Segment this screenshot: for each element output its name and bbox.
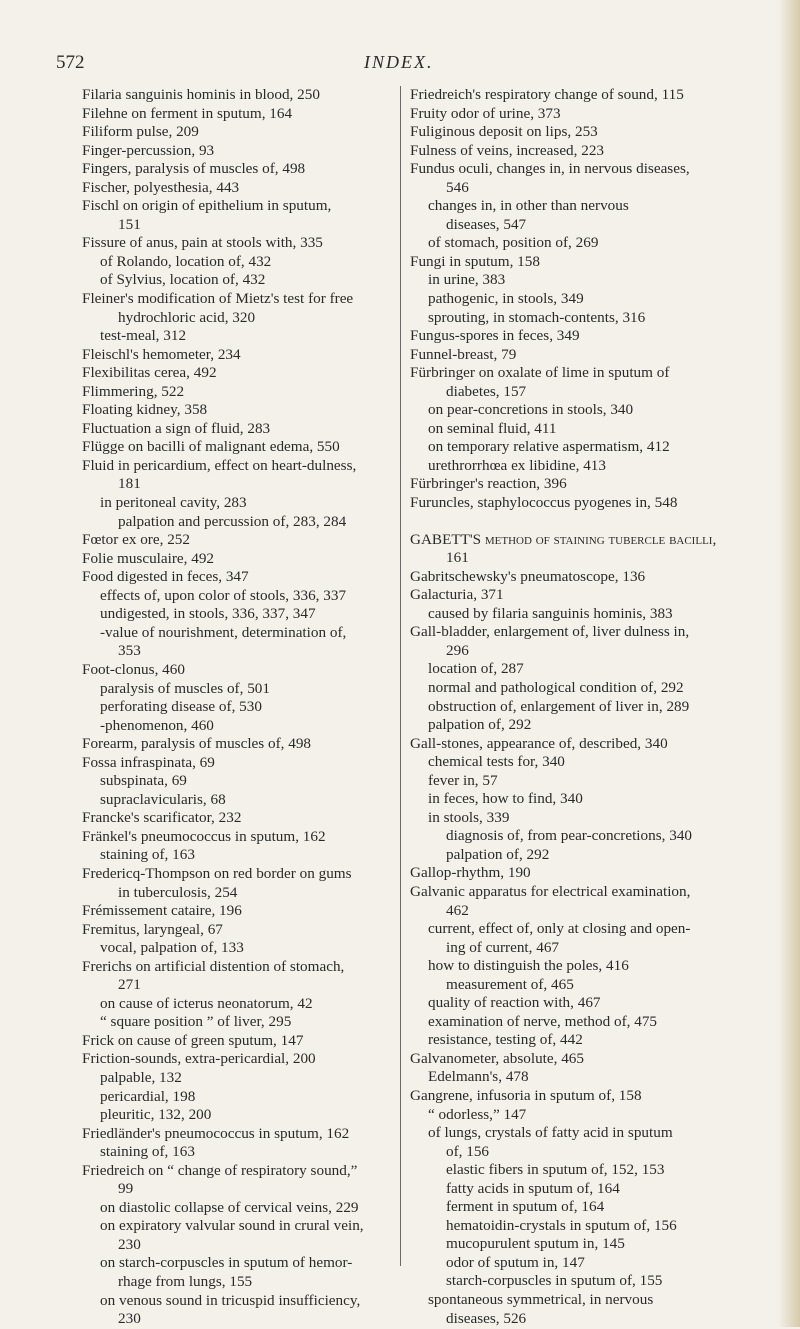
- index-entry: GABETT'S method of staining tubercle bacilli,: [410, 530, 717, 548]
- index-entry: on cause of icterus neonatorum, 42: [100, 994, 313, 1012]
- index-entry: Flimmering, 522: [82, 382, 185, 400]
- index-entry: Filiform pulse, 209: [82, 123, 199, 141]
- index-entry: quality of reaction with, 467: [428, 994, 601, 1012]
- index-entry: 99: [118, 1180, 134, 1198]
- index-entry: in stools, 339: [428, 808, 510, 826]
- index-entry: Fruity odor of urine, 373: [410, 104, 561, 122]
- index-entry: 230: [118, 1310, 141, 1328]
- index-entry: on temporary relative aspermatism, 412: [428, 438, 670, 456]
- index-entry: Fischl on origin of epithelium in sputum,: [82, 197, 332, 215]
- index-entry: hematoidin-crystals in sputum of, 156: [446, 1216, 677, 1234]
- index-entry: obstruction of, enlargement of liver in, 289: [428, 697, 690, 715]
- index-entry: diagnosis of, from pear-concretions, 340: [446, 827, 693, 845]
- index-entry: sprouting, in stomach-contents, 316: [428, 308, 646, 326]
- index-entry: Fossa infraspinata, 69: [82, 753, 215, 771]
- index-entry: Friedländer's pneumococcus in sputum, 162: [82, 1124, 350, 1142]
- index-entry: Fingers, paralysis of muscles of, 498: [82, 160, 306, 178]
- index-entry: how to distinguish the poles, 416: [428, 957, 629, 975]
- index-entry: measurement of, 465: [446, 975, 574, 993]
- index-entry: resistance, testing of, 442: [428, 1031, 583, 1049]
- column-divider: [400, 86, 401, 1266]
- index-entry: of Rolando, location of, 432: [100, 252, 272, 270]
- index-entry: fever in, 57: [428, 771, 498, 789]
- index-entry: Fischer, polyesthesia, 443: [82, 178, 240, 196]
- index-entry: 546: [446, 178, 469, 196]
- index-column-left: [82, 86, 390, 1329]
- index-entry: Folie musculaire, 492: [82, 549, 215, 567]
- index-entry: Frick on cause of green sputum, 147: [82, 1031, 304, 1049]
- index-entry: Friction-sounds, extra-pericardial, 200: [82, 1050, 316, 1068]
- index-entry: fatty acids in sputum of, 164: [446, 1179, 620, 1197]
- running-head: [0, 52, 800, 78]
- index-entry: 462: [446, 901, 469, 919]
- index-entry: Fluid in pericardium, effect on heart-dulness,: [82, 456, 357, 474]
- index-entry: Forearm, paralysis of muscles of, 498: [82, 735, 312, 753]
- index-entry: Fleischl's hemometer, 234: [82, 345, 241, 363]
- index-entry: caused by filaria sanguinis hominis, 383: [428, 604, 673, 622]
- index-entry: in peritoneal cavity, 283: [100, 494, 247, 512]
- index-column-right: [410, 86, 722, 1328]
- index-entry: “ odorless,” 147: [428, 1105, 527, 1123]
- index-entry: Filehne on ferment in sputum, 164: [82, 104, 293, 122]
- index-entry: changes in, in other than nervous: [428, 197, 629, 215]
- index-entry: Galvanometer, absolute, 465: [410, 1049, 584, 1067]
- index-entry: Galacturia, 371: [410, 586, 504, 604]
- index-gap: [410, 513, 722, 531]
- index-entry: on expiratory valvular sound in crural vein,: [100, 1217, 364, 1235]
- index-entry: Fredericq-Thompson on red border on gums: [82, 864, 352, 882]
- index-entry: starch-corpuscles in sputum of, 155: [446, 1272, 663, 1290]
- index-entry: of, 156: [446, 1142, 490, 1160]
- index-entry: effects of, upon color of stools, 336, 337: [100, 586, 347, 604]
- index-entry: on venous sound in tricuspid insufficiency,: [100, 1291, 361, 1309]
- index-entry: 296: [446, 641, 469, 659]
- index-entry: hydrochloric acid, 320: [118, 308, 256, 326]
- page-edge: [778, 0, 800, 1327]
- index-entry: -phenomenon, 460: [100, 716, 214, 734]
- index-entry: Fissure of anus, pain at stools with, 335: [82, 234, 323, 252]
- index-entry: 271: [118, 976, 141, 994]
- index-entry: palpation of, 292: [446, 845, 550, 863]
- index-entry: Friedreich's respiratory change of sound, 115: [410, 86, 684, 103]
- index-entry: vocal, palpation of, 133: [100, 939, 244, 957]
- index-entry: -value of nourishment, determination of,: [100, 623, 347, 641]
- index-entry: Gangrene, infusoria in sputum of, 158: [410, 1086, 642, 1104]
- index-entry: odor of sputum in, 147: [446, 1253, 585, 1271]
- index-entry: Fleiner's modification of Mietz's test for free: [82, 290, 354, 308]
- index-entry: supraclavicularis, 68: [100, 790, 226, 808]
- index-entry: mucopurulent sputum in, 145: [446, 1235, 625, 1253]
- index-entry: urethrorrhœa ex libidine, 413: [428, 456, 606, 474]
- index-entry: palpation and percussion of, 283, 284: [118, 512, 347, 530]
- index-entry: Gabritschewsky's pneumatoscope, 136: [410, 567, 646, 585]
- index-entry: Gallop-rhythm, 190: [410, 864, 531, 882]
- index-entry: current, effect of, only at closing and open-: [428, 920, 691, 938]
- index-entry: chemical tests for, 340: [428, 753, 565, 771]
- index-entry: staining of, 163: [100, 1143, 195, 1161]
- index-entry: staining of, 163: [100, 846, 195, 864]
- index-entry: Fürbringer on oxalate of lime in sputum of: [410, 364, 670, 382]
- index-entry: 353: [118, 642, 141, 660]
- index-entry: Gall-stones, appearance of, described, 340: [410, 734, 668, 752]
- index-entry: diabetes, 157: [446, 382, 527, 400]
- index-entry: 161: [446, 549, 469, 567]
- index-entry: Flügge on bacilli of malignant edema, 550: [82, 438, 340, 456]
- index-entry: Fundus oculi, changes in, in nervous diseases,: [410, 160, 690, 178]
- index-entry: on seminal fluid, 411: [428, 419, 557, 437]
- index-entry: of stomach, position of, 269: [428, 234, 599, 252]
- index-entry: Filaria sanguinis hominis in blood, 250: [82, 86, 320, 103]
- index-entry: 230: [118, 1235, 141, 1253]
- index-entry: elastic fibers in sputum of, 152, 153: [446, 1161, 665, 1179]
- index-entry: of lungs, crystals of fatty acid in sputum: [428, 1124, 673, 1142]
- index-entry: normal and pathological condition of, 292: [428, 678, 684, 696]
- index-entry: in tuberculosis, 254: [118, 883, 238, 901]
- index-entry: Food digested in feces, 347: [82, 568, 249, 586]
- index-entry: of Sylvius, location of, 432: [100, 271, 266, 289]
- index-entry: in urine, 383: [428, 271, 506, 289]
- index-entry: Furuncles, staphylococcus pyogenes in, 548: [410, 494, 678, 512]
- index-entry: Edelmann's, 478: [428, 1068, 529, 1086]
- index-entry: pathogenic, in stools, 349: [428, 290, 584, 308]
- index-entry: Funnel-breast, 79: [410, 345, 517, 363]
- index-entry: palpation of, 292: [428, 716, 532, 734]
- page-number: 572: [56, 52, 85, 73]
- index-entry: on starch-corpuscles in sputum of hemor-: [100, 1254, 353, 1272]
- index-entry: 181: [118, 475, 141, 493]
- index-entry: Fluctuation a sign of fluid, 283: [82, 419, 271, 437]
- index-entry: on pear-concretions in stools, 340: [428, 401, 634, 419]
- index-entry: spontaneous symmetrical, in nervous: [428, 1291, 654, 1308]
- index-entry: Fulness of veins, increased, 223: [410, 141, 605, 159]
- index-entry: Flexibilitas cerea, 492: [82, 364, 217, 382]
- index-entry: Frerichs on artificial distention of stomach,: [82, 957, 345, 975]
- index-entry: Foot-clonus, 460: [82, 660, 185, 678]
- index-entry: test-meal, 312: [100, 327, 187, 345]
- index-entry: subspinata, 69: [100, 772, 187, 790]
- page-title: INDEX.: [364, 52, 434, 72]
- index-entry: in feces, how to find, 340: [428, 790, 583, 808]
- index-entry: diseases, 547: [446, 215, 527, 233]
- index-entry: on diastolic collapse of cervical veins, 229: [100, 1198, 359, 1216]
- index-entry: “ square position ” of liver, 295: [100, 1013, 292, 1031]
- index-entry: Floating kidney, 358: [82, 401, 208, 419]
- index-entry: location of, 287: [428, 660, 524, 678]
- index-entry: Finger-percussion, 93: [82, 141, 215, 159]
- index-entry: Francke's scarificator, 232: [82, 809, 242, 827]
- index-entry: Fungus-spores in feces, 349: [410, 327, 580, 345]
- index-entry: ferment in sputum of, 164: [446, 1198, 605, 1216]
- index-entry: paralysis of muscles of, 501: [100, 679, 270, 697]
- index-entry: 151: [118, 215, 141, 233]
- index-entry: rhage from lungs, 155: [118, 1273, 253, 1290]
- index-entry: examination of nerve, method of, 475: [428, 1012, 658, 1030]
- index-entry: Frémissement cataire, 196: [82, 902, 242, 920]
- index-entry: palpable, 132: [100, 1068, 182, 1086]
- index-entry: Gall-bladder, enlargement of, liver dulness in,: [410, 623, 690, 641]
- index-entry: ing of current, 467: [446, 938, 560, 956]
- index-entry: pleuritic, 132, 200: [100, 1106, 212, 1124]
- index-entry: Friedreich on “ change of respiratory sound,”: [82, 1161, 358, 1179]
- index-entry: diseases, 526: [446, 1309, 527, 1327]
- index-entry: Galvanic apparatus for electrical examination,: [410, 882, 691, 900]
- index-entry: Fuliginous deposit on lips, 253: [410, 123, 598, 141]
- index-entry: Fœtor ex ore, 252: [82, 531, 190, 549]
- index-entry: Fränkel's pneumococcus in sputum, 162: [82, 827, 326, 845]
- index-entry: undigested, in stools, 336, 337, 347: [100, 605, 316, 623]
- index-entry: Fremitus, laryngeal, 67: [82, 920, 223, 938]
- index-entry: perforating disease of, 530: [100, 698, 262, 716]
- index-entry: pericardial, 198: [100, 1087, 196, 1105]
- index-entry: Fungi in sputum, 158: [410, 252, 540, 270]
- index-entry: Fürbringer's reaction, 396: [410, 475, 567, 493]
